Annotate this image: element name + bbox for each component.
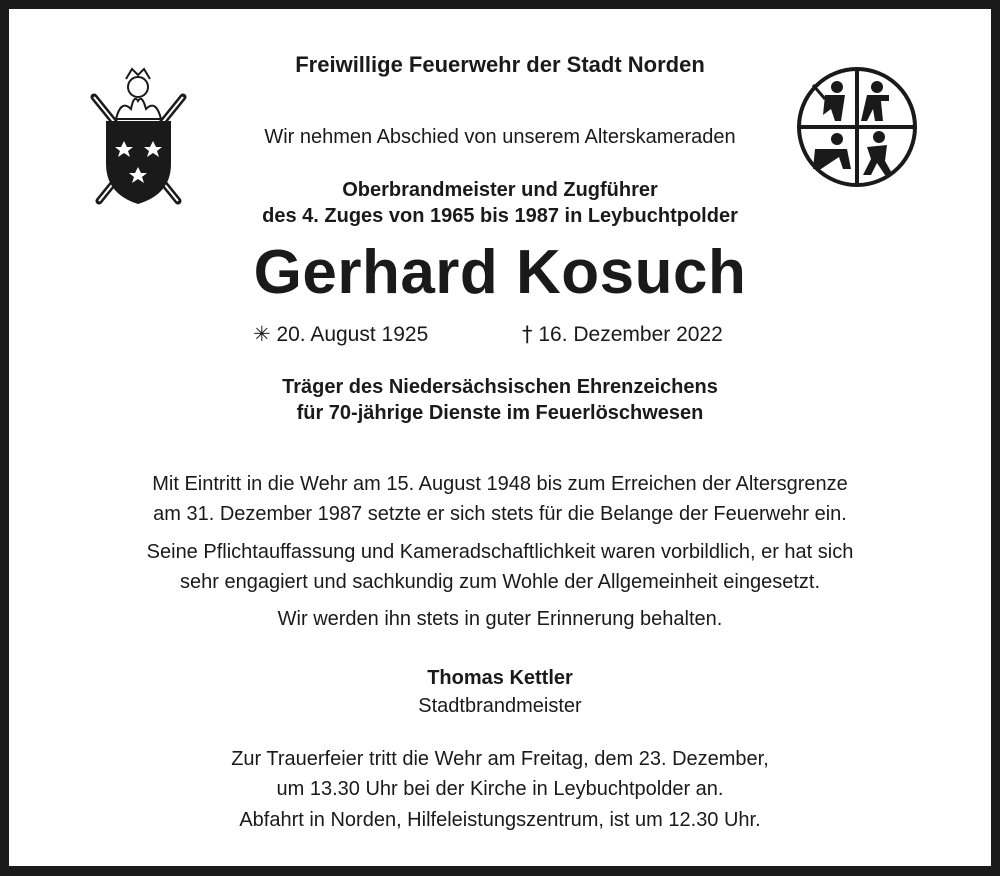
- signer-title: Stadtbrandmeister: [418, 695, 582, 717]
- tribute-line-2: sehr engagiert und sachkundig zum Wohle der Allgemeinheit eingesetzt.: [179, 571, 821, 593]
- tribute-line-1: Seine Pflichtauffassung und Kameradschaftlichkeit waren vorbildlich, er hat sich: [146, 541, 854, 563]
- death-symbol-icon: †: [522, 322, 533, 346]
- service-line-1: Mit Eintritt in die Wehr am 15. August 1948 bis zum Erreichen der Altersgrenze: [152, 473, 848, 495]
- service-line-2: am 31. Dezember 1987 setzte er sich stets für die Belange der Feuerwehr ein.: [153, 503, 847, 525]
- organization-heading: Freiwillige Feuerwehr der Stadt Norden: [295, 52, 705, 77]
- honor-line-1: Träger des Niedersächsischen Ehrenzeichens: [282, 376, 718, 398]
- death-date: [522, 322, 723, 347]
- tribute-paragraph: [9, 537, 991, 597]
- funeral-line-2: um 13.30 Uhr bei der Kirche in Leybuchtpolder an.: [276, 778, 724, 800]
- intro-text: Wir nehmen Abschied von unserem Alterskameraden: [264, 126, 736, 148]
- rank-line-1: Oberbrandmeister und Zugführer: [342, 179, 658, 201]
- service-paragraph: [9, 469, 991, 529]
- obituary-notice: [9, 9, 991, 866]
- birth-symbol-icon: ✳: [253, 322, 271, 346]
- birth-date-text: 20. August 1925: [276, 323, 429, 346]
- birth-date: [253, 322, 428, 347]
- rank-text: [9, 177, 991, 229]
- rank-line-2: des 4. Zuges von 1965 bis 1987 in Leybuchtpolder: [262, 205, 738, 227]
- death-date-text: 16. Dezember 2022: [538, 323, 723, 346]
- honor-text: [9, 374, 991, 426]
- departure-text: Abfahrt in Norden, Hilfeleistungszentrum, ist um 12.30 Uhr.: [239, 809, 761, 831]
- funeral-paragraph: [9, 744, 991, 804]
- signer-name: Thomas Kettler: [427, 667, 573, 689]
- remembrance-text: Wir werden ihn stets in guter Erinnerung behalten.: [277, 608, 723, 630]
- funeral-line-1: Zur Trauerfeier tritt die Wehr am Freitag, dem 23. Dezember,: [231, 748, 769, 770]
- deceased-name: Gerhard Kosuch: [253, 238, 747, 307]
- honor-line-2: für 70-jährige Dienste im Feuerlöschwesen: [296, 402, 704, 424]
